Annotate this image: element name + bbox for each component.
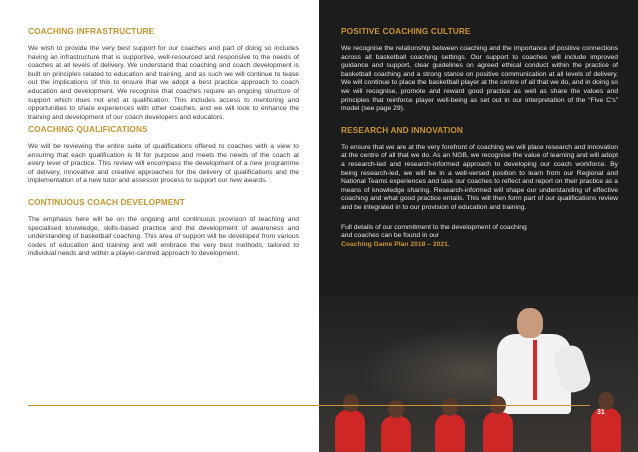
note-line-1: Full details of our commitment to the development of coaching — [341, 223, 527, 231]
coaching-qualifications-section — [28, 124, 299, 186]
right-column — [341, 26, 618, 249]
coach-photo — [319, 296, 638, 452]
coach-head — [517, 308, 543, 338]
player-figure — [381, 416, 411, 452]
section-heading: CONTINUOUS COACH DEVELOPMENT — [28, 196, 185, 207]
player-figure — [335, 410, 365, 452]
section-heading: COACHING INFRASTRUCTURE — [28, 26, 155, 36]
footer-divider — [28, 405, 590, 406]
section-body: We will be reviewing the entire suite of qualifications offered to coaches with a view to ensuring that each qualification is fit for purpose and meets the needs of the coach at every level of practice. This review will encompass the development of a new programme of delivery, innovative and creative approaches for the delivery of qualifications and the implementation of a new tutor and assessor process to support our new awards. — [28, 143, 299, 185]
continuous-coach-development-section — [28, 197, 299, 259]
positive-coaching-culture-section — [341, 26, 618, 114]
player-head — [388, 400, 404, 418]
section-body: To ensure that we are at the very forefront of coaching we will place research and innovation at the centre of all that we do. As an NGB, we recognise the value of learning and will adopt a research-led and research-informed approach to developing our coach workforce. By being research-led, we will be in a well-versed position to learn from our Regional and National Teams experiences and task our coaches to reflect and report on their practice as a means of knowledge sharing. Research-informed will shape our understanding of effective coaching and what good practice entails. This will then form part of our qualifications review and be integrated in to our provision of education and training. — [341, 143, 618, 211]
player-head — [598, 392, 614, 410]
coaching-infrastructure-section — [28, 26, 299, 121]
player-figure — [435, 414, 465, 452]
coaching-game-plan-note — [341, 224, 618, 250]
research-and-innovation-section — [341, 125, 618, 213]
coaching-game-plan-link[interactable]: Coaching Game Plan 2018 – 2021. — [341, 240, 450, 248]
section-body: The emphasis here will be on the ongoing and continuous provision of teaching and specialised knowledge, skills-based practice and the development of awareness and understanding of basketball coaching. This area of support will be developed from various codes of education and training and will embrace the very best methods, tailored to individual needs and within a player-centred approach to development. — [28, 215, 299, 258]
player-head — [442, 398, 458, 416]
player-figure — [591, 408, 621, 452]
player-figure — [483, 412, 513, 452]
left-column — [28, 26, 299, 270]
section-heading: POSITIVE COACHING CULTURE — [341, 26, 471, 36]
note-line-2: and coaches can be found in our — [341, 232, 439, 240]
player-head — [343, 394, 359, 412]
section-heading: RESEARCH AND INNOVATION — [341, 124, 463, 135]
page-number: 31 — [597, 409, 605, 416]
section-heading: COACHING QUALIFICATIONS — [28, 124, 148, 134]
section-body: We wish to provide the very best support for our coaches and part of doing so includes having an infrastructure that is supportive, well-resourced and responsive to the needs of coaches at all levels of delivery. We understand that coaching and coach development is built on principles related to education and training, and as such we will continue to tease out the implications of this to ensure that we adopt a best practice approach to coach education and development. We recognise that coaches require an ongoing structure of support which does not end at qualification. This includes access to mentoring and opportunities to share experiences with other coaches, and we will look to enhance the training and development of our coach developers and educators. — [28, 45, 299, 121]
coach-shirt-stripe — [533, 340, 537, 400]
section-body: We recognise the relationship between coaching and the importance of positive connections across all basketball coaching settings. Our support to coaches will include improved guidance and support, clear guidelines on agreed ethical conduct within the practice of basketball coaching and a strong stance on positive communication at all levels of delivery. We will continue to place the basketball player at the centre of all that we do, and in doing so we will recognise, promote and reward good practice as well as share the values and principles that reinforce player well-being as set out in our interpretation of the “Five C’s” model (see page 29). — [341, 45, 618, 113]
right-page — [319, 0, 638, 452]
